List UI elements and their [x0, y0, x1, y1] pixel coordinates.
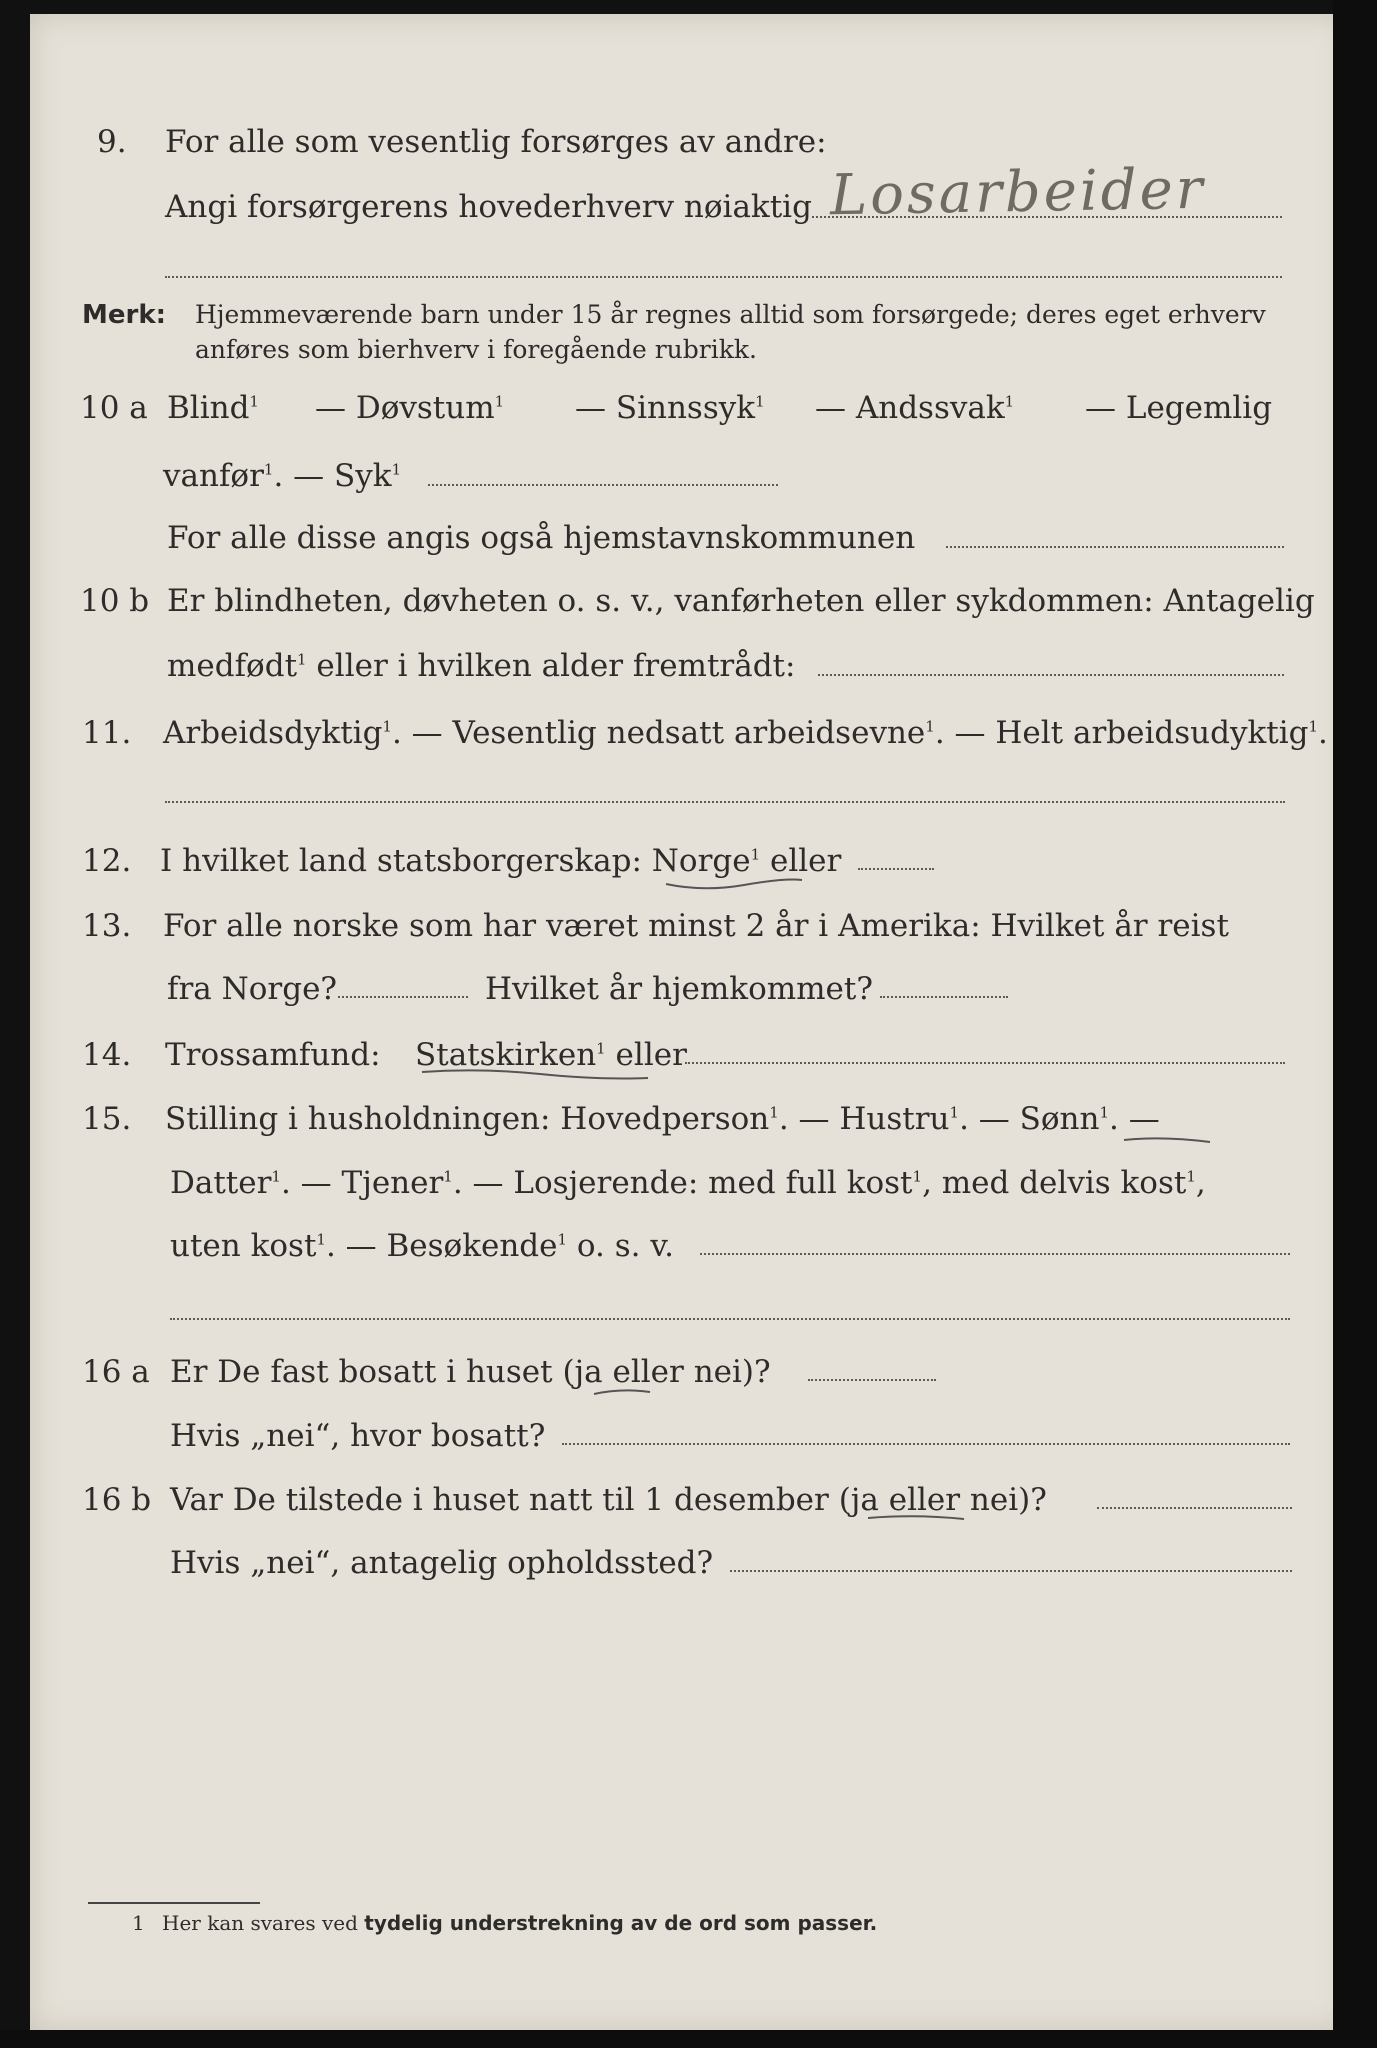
q10a-line3-dots	[946, 546, 1284, 548]
q14-label: Trossamfund:	[165, 1037, 381, 1073]
q13-hjemkommet-dots	[880, 996, 1008, 998]
q14-statskirken-underline-ink	[420, 1066, 650, 1086]
q11-extra-line	[165, 801, 1285, 803]
q14-value: Statskirken$^1$ eller	[415, 1037, 687, 1073]
q16b-line1-dots	[1097, 1507, 1292, 1509]
q12-line: I hvilket land statsborgerskap: Norge$^1$ eller	[160, 843, 842, 879]
q12-norge-underline-ink	[664, 872, 804, 892]
q9-handwritten-answer: Losarbeider	[829, 156, 1206, 229]
q10a-vanfor-syk: vanfør$^1$. — Syk$^1$	[163, 458, 402, 494]
footnote-text: Her kan svares ved tydelig understrekning av de ord som passer.	[162, 1911, 878, 1935]
scan-edge-right	[1333, 0, 1377, 2048]
q9-line2: Angi forsørgerens hovederhverv nøiaktig	[165, 189, 812, 225]
q10a-andssvak: — Andssvak$^1$	[815, 390, 1015, 426]
q13-line2b: Hvilket år hjemkommet?	[485, 971, 873, 1007]
q10a-number: 10 a	[80, 390, 148, 426]
q16a-ja-underline-ink	[592, 1386, 652, 1400]
q10b-number: 10 b	[80, 583, 150, 619]
q13-number: 13.	[82, 908, 132, 944]
q16b-line2: Hvis „nei“, antagelig opholdssted?	[170, 1545, 714, 1581]
q12-dots	[858, 868, 934, 870]
q16a-line1: Er De fast bosatt i huset (ja eller nei)?	[170, 1354, 771, 1390]
q15-extra-line	[170, 1318, 1290, 1320]
q10b-line2-dots	[818, 674, 1284, 676]
q16b-number: 16 b	[82, 1482, 152, 1518]
q12-number: 12.	[82, 843, 132, 879]
q11-number: 11.	[82, 715, 132, 751]
q10a-blind: Blind$^1$	[167, 390, 259, 426]
q15-line3-dots	[700, 1253, 1290, 1255]
q16b-line1: Var De tilstede i huset natt til 1 desember (ja eller nei)?	[170, 1482, 1047, 1518]
q10a-dovstum: — Døvstum$^1$	[315, 390, 505, 426]
q13-reist-dots	[338, 996, 468, 998]
q16a-line1-dots	[808, 1379, 936, 1381]
q11-line: Arbeidsdyktig$^1$. — Vesentlig nedsatt arbeidsevne$^1$. — Helt arbeidsudyktig$^1$.	[163, 715, 1328, 751]
q10a-line3: For alle disse angis også hjemstavnskommunen	[167, 520, 916, 556]
q15-sonn-underline-ink	[1122, 1134, 1212, 1148]
q13-line1: For alle norske som har været minst 2 år i Amerika: Hvilket år reist	[163, 908, 1229, 944]
q16b-ja-underline-ink	[866, 1512, 966, 1526]
q16a-line2-dots	[562, 1443, 1290, 1445]
q15-line2: Datter$^1$. — Tjener$^1$. — Losjerende: med full kost$^1$, med delvis kost$^1$,	[170, 1165, 1206, 1201]
q9-number: 9.	[97, 124, 127, 160]
q9-line1: For alle som vesentlig forsørges av andre:	[165, 124, 827, 160]
q13-line2a: fra Norge?	[167, 971, 338, 1007]
merk-label: Merk:	[82, 300, 167, 330]
q10a-legemlig: — Legemlig	[1085, 390, 1273, 426]
q15-line3: uten kost$^1$. — Besøkende$^1$ o. s. v.	[170, 1228, 675, 1264]
q10b-line1: Er blindheten, døvheten o. s. v., vanførheten eller sykdommen: Antagelig	[167, 583, 1315, 619]
q9-extra-line	[165, 276, 1282, 278]
q10a-line2-dots	[428, 484, 778, 486]
q15-line1: Stilling i husholdningen: Hovedperson$^1$. — Hustru$^1$. — Sønn$^1$. —	[165, 1101, 1160, 1137]
footnote-rule	[88, 1902, 260, 1904]
q16b-line2-dots	[730, 1570, 1292, 1572]
q14-number: 14.	[82, 1037, 132, 1073]
footnote-mark: 1	[132, 1911, 145, 1935]
merk-line1: Hjemmeværende barn under 15 år regnes alltid som forsørgede; deres eget erhverv	[195, 300, 1266, 329]
q10b-line2: medfødt$^1$ eller i hvilken alder fremtrådt:	[167, 648, 796, 684]
q16a-number: 16 a	[82, 1354, 150, 1390]
q16a-line2: Hvis „nei“, hvor bosatt?	[170, 1418, 546, 1454]
q10a-sinnssyk: — Sinnssyk$^1$	[575, 390, 765, 426]
merk-line2: anføres som bierhverv i foregående rubrikk.	[195, 335, 757, 364]
scan-edge-bottom	[0, 2030, 1377, 2048]
q14-dots	[685, 1062, 1285, 1064]
q15-number: 15.	[82, 1101, 132, 1137]
